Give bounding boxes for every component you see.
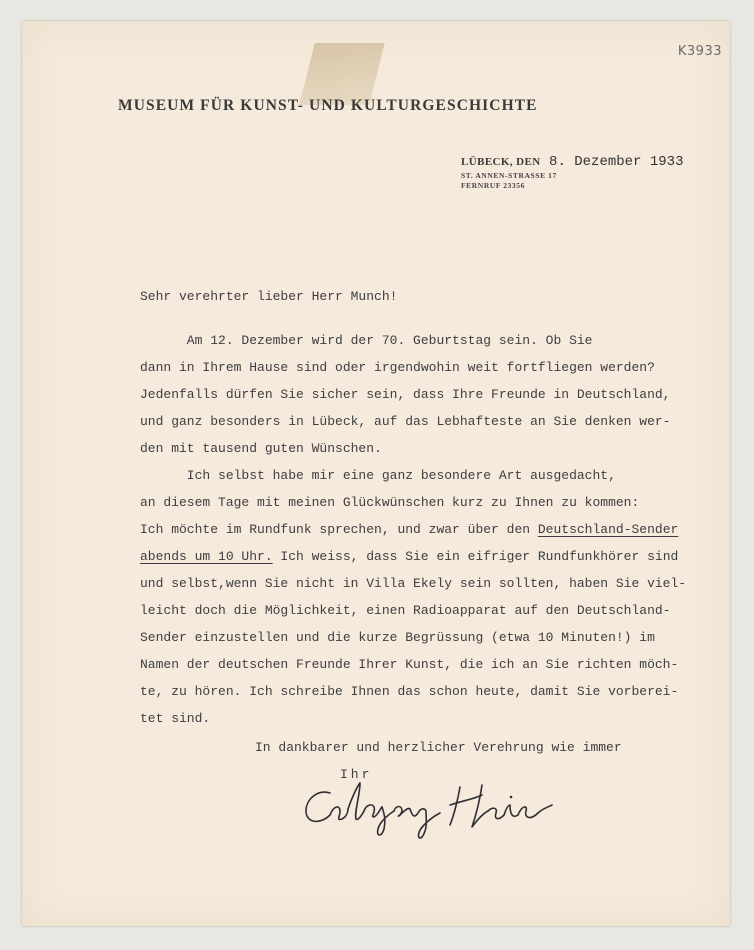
body-line: Sender einzustellen und die kurze Begrüssung (etwa 10 Minuten!) im — [140, 630, 655, 645]
underlined-phrase: Deutschland-Sender — [537, 522, 679, 537]
body-line: Ich selbst habe mir eine ganz besondere Art ausgedacht, — [140, 468, 616, 483]
body-line: Jedenfalls dürfen Sie sicher sein, dass Ihre Freunde in Deutschland, — [140, 387, 671, 402]
body-line: te, zu hören. Ich schreibe Ihnen das schon heute, damit Sie vorberei- — [140, 684, 679, 699]
body-line — [140, 549, 678, 564]
body-line: Am 12. Dezember wird der 70. Geburtstag sein. Ob Sie — [140, 333, 593, 348]
closing-ihr: Ihr — [340, 767, 373, 782]
body-text: Ich möchte im Rundfunk sprechen, und zwar über den — [140, 522, 538, 537]
body-line: den mit tausend guten Wünschen. — [140, 441, 382, 456]
body-line: und ganz besonders in Lübeck, auf das Lebhafteste an Sie denken wer- — [140, 414, 671, 429]
archive-number: K3933 — [677, 44, 722, 59]
place-date-line — [461, 152, 683, 170]
underlined-phrase: abends um 10 Uhr. — [140, 549, 273, 564]
body-line: leicht doch die Möglichkeit, einen Radioapparat auf den Deutschland- — [140, 603, 671, 618]
body-line: dann in Ihrem Hause sind oder irgendwohin weit fortfliegen werden? — [140, 360, 655, 375]
body-line: und selbst,wenn Sie nicht in Villa Ekely sein sollten, haben Sie viel- — [140, 576, 687, 591]
letter-date: 8. Dezember 1933 — [549, 154, 684, 170]
place-label: LÜBECK, DEN — [461, 156, 541, 168]
body-line: Namen der deutschen Freunde Ihrer Kunst, die ich an Sie richten möch- — [140, 657, 679, 672]
body-line: an diesem Tage mit meinen Glückwünschen kurz zu Ihnen zu kommen: — [140, 495, 640, 510]
body-line: tet sind. — [140, 711, 211, 726]
body-line — [140, 522, 678, 537]
adhesive-tape — [299, 43, 384, 105]
letterhead-title: MUSEUM FÜR KUNST- UND KULTURGESCHICHTE — [118, 97, 538, 114]
phone-number: FERNRUF 23356 — [461, 181, 525, 190]
street-address: ST. ANNEN-STRASSE 17 — [461, 171, 557, 180]
salutation: Sehr verehrter lieber Herr Munch! — [140, 289, 398, 304]
handwritten-signature — [300, 775, 560, 845]
closing-line: In dankbarer und herzlicher Verehrung wie immer — [255, 740, 622, 755]
body-text: Ich weiss, dass Sie ein eifriger Rundfunkhörer sind — [272, 549, 679, 564]
